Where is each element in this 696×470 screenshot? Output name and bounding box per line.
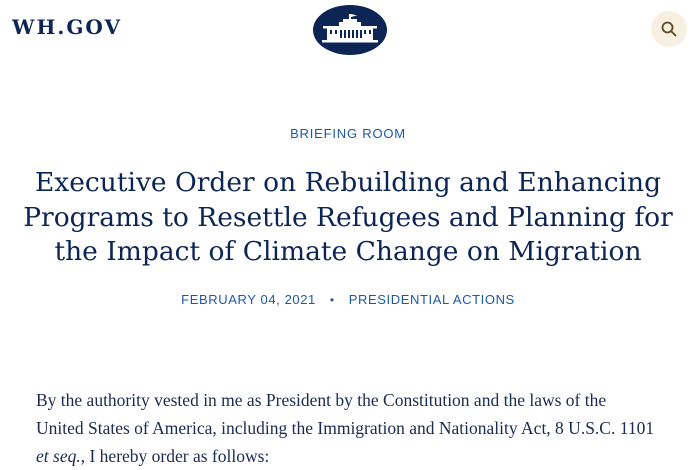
category-link-presidential-actions[interactable]: PRESIDENTIAL ACTIONS — [348, 292, 515, 307]
page-title: Executive Order on Rebuilding and Enhancing Programs to Resettle Refugees and Planning for the Impact of Climate Change on Migration — [23, 167, 673, 267]
section-link-briefing-room[interactable]: BRIEFING ROOM — [290, 126, 406, 141]
body-text-start: By the authority vested in me as President by the Constitution and the laws of the United States of America, including the Immigration and Nationality Act, 8 U.S.C. 1101 — [36, 390, 655, 438]
meta-separator: • — [329, 293, 335, 307]
white-house-icon — [319, 10, 381, 50]
search-icon — [660, 20, 678, 38]
body-text-end: , I hereby order as follows: — [80, 446, 270, 466]
body-text-italic: et seq. — [36, 446, 81, 466]
search-button[interactable] — [651, 11, 687, 47]
site-logo-text[interactable]: WH.GOV — [12, 15, 122, 39]
article-body-paragraph — [36, 386, 656, 470]
publish-date: FEBRUARY 04, 2021 — [181, 292, 316, 307]
site-header — [0, 0, 696, 64]
article-meta — [0, 292, 696, 307]
white-house-seal-icon[interactable] — [313, 5, 387, 55]
